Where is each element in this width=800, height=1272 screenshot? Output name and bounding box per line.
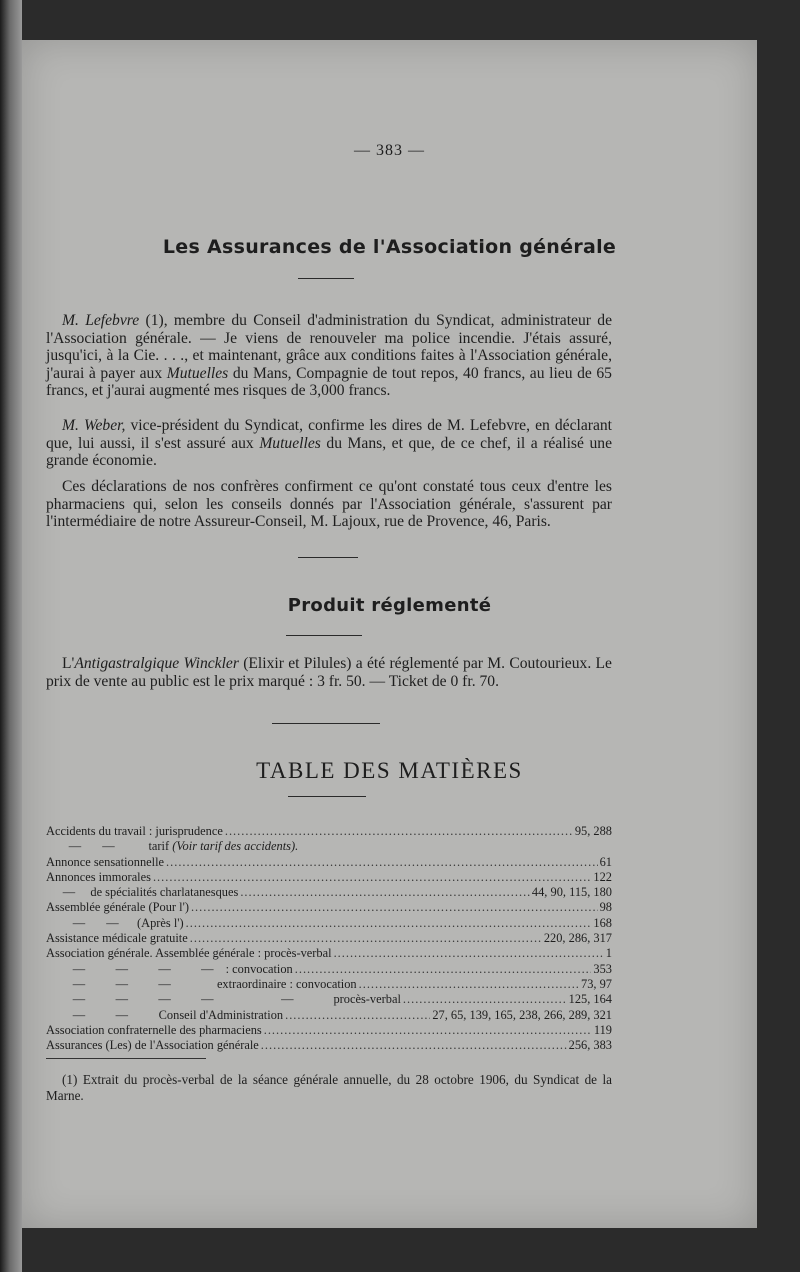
leader-dots: [166, 855, 598, 870]
toc-pages: 73, 97: [581, 976, 612, 991]
toc-label: — — — extraordinaire : convocation: [72, 976, 357, 991]
leader-dots: [403, 992, 567, 1007]
toc-label: Assemblée générale (Pour l'): [46, 900, 189, 915]
toc-label-text: extraordinaire : convocation: [216, 976, 357, 991]
speaker-name: M. Lefebvre: [62, 312, 140, 329]
page-number: — 383 —: [354, 142, 425, 159]
toc-label: Association confraternelle des pharmaciens: [46, 1022, 262, 1037]
toc-pages: 125, 164: [568, 992, 612, 1007]
toc-entry: [46, 962, 612, 977]
toc-label: — — — — : convocation: [72, 961, 293, 976]
leader-dots: [240, 885, 530, 900]
leader-dots: [334, 946, 604, 961]
toc-label: Annonce sensationnelle: [46, 854, 165, 869]
section-title-produit: Produit réglementé: [287, 595, 492, 616]
paragraph-weber: [46, 417, 612, 470]
toc-note: (Voir tarif des accidents).: [172, 839, 299, 854]
toc-pages: 119: [593, 1022, 612, 1037]
title-rule: [286, 635, 362, 636]
leader-dots: [191, 900, 598, 915]
toc-entry: [46, 977, 612, 992]
book-spine-edge: [0, 0, 22, 1272]
leader-dots: [186, 916, 592, 931]
toc-entry: [46, 870, 612, 885]
toc-label: — de spécialités charlatanesques: [62, 885, 239, 900]
toc-pages: 95, 288: [574, 824, 612, 838]
toc-pages: 256, 383: [568, 1038, 612, 1053]
toc-entry: [46, 1038, 612, 1053]
paragraph-produit: [46, 655, 612, 690]
toc-pages: 27, 65, 139, 165, 238, 266, 289, 321: [432, 1007, 612, 1022]
toc-label-text: procès-verbal: [333, 992, 401, 1007]
leader-dots: [285, 1008, 430, 1023]
toc-entry: [46, 855, 612, 870]
leader-dots: [264, 1023, 592, 1038]
title-rule: [288, 796, 366, 797]
product-name: Antigastralgique Winckler: [74, 655, 239, 672]
toc-label: Assurances (Les) de l'Association générale: [46, 1038, 259, 1053]
toc-label: Accidents du travail : jurisprudence: [46, 824, 223, 838]
toc-label-text: Conseil d'Administration: [158, 1007, 284, 1022]
toc-label: — — — — — procès-verbal: [72, 992, 401, 1007]
toc-label: — — Conseil d'Administration: [72, 1007, 284, 1022]
toc-pages: 61: [599, 854, 612, 869]
toc-label: — — tarif (Voir tarif des accidents).: [68, 839, 299, 854]
toc-entry: [46, 885, 612, 900]
footnote: (1) Extrait du procès-verbal de la séance générale annuelle, du 28 octobre 1906, du Syndicat de la Marne.: [46, 1072, 612, 1103]
toc-label: — — (Après l'): [72, 915, 184, 930]
paragraph-lefebvre: [46, 312, 612, 400]
toc-pages: 168: [593, 915, 612, 930]
title-rule: [298, 278, 354, 279]
toc-entry: [46, 916, 612, 931]
toc-pages: 1: [605, 946, 612, 961]
speaker-name: M. Weber,: [62, 417, 126, 434]
leader-dots: [261, 1038, 567, 1053]
toc-entry: [46, 946, 612, 961]
document-page: [22, 40, 757, 1228]
section-title-assurances: Les Assurances de l'Association générale: [162, 236, 617, 258]
toc-pages: 353: [593, 961, 612, 976]
toc-pages: 220, 286, 317: [543, 931, 612, 946]
toc-label: Annonces immorales: [46, 869, 151, 884]
leader-dots: [190, 931, 542, 946]
leader-dots: [359, 977, 579, 992]
paragraph-text: (Elixir et Pilules) a été réglementé par M. Coutourieux. Le prix de vente au public est le prix marqué : 3 fr. 50. — Ticket de 0 fr. 70.: [46, 655, 612, 690]
leader-dots: [153, 870, 591, 885]
toc-label-text: tarif: [148, 839, 170, 854]
leader-dots: [295, 962, 592, 977]
emphasis-text: Mutuelles: [259, 434, 321, 452]
emphasis-text: Mutuelles: [166, 364, 229, 382]
toc-title: TABLE DES MATIÈRES: [256, 758, 523, 783]
paragraph-text: du Mans, Compagnie de tout repos, 40 francs, au lieu de 65 francs, et j'aurai augmenté mes risques de 3,000 francs.: [46, 364, 612, 400]
toc-label-text: (Après l'): [137, 915, 184, 930]
toc-list: [46, 824, 612, 1053]
paragraph-declarations: Ces déclarations de nos confrères confirment ce qu'ont constaté tous ceux d'entre les pharmaciens qui, selon les conseils donnés par l'Association générale, s'assurent par l'intermédiaire de notre Assureur-Conseil, M. Lajoux, rue de Provence, 46, Paris.: [46, 478, 612, 531]
footnote-rule: [46, 1058, 206, 1059]
section-divider: [298, 557, 358, 558]
toc-label-text: : convocation: [225, 961, 293, 976]
leader-dots: [225, 824, 573, 839]
toc-pages: 98: [599, 900, 612, 915]
toc-entry: [46, 824, 612, 839]
toc-entry: [46, 839, 612, 854]
toc-entry: [46, 900, 612, 915]
paragraph-text: (1), membre du Conseil d'administration du Syndicat, administrateur de l'Association générale. — Je viens de renouveler ma police incendie. J'étais assuré, jusqu'ici, à la Cie. . . ., et maintenant, grâce aux conditions faites à l'Association générale, j'aurai à payer aux: [46, 312, 613, 382]
toc-pages: 122: [593, 869, 612, 884]
paragraph-text: L': [62, 655, 75, 672]
toc-label: Association générale. Assemblée générale : procès-verbal: [46, 946, 332, 961]
toc-entry: [46, 992, 612, 1007]
toc-entry: [46, 1023, 612, 1038]
toc-label-text: de spécialités charlatanesques: [90, 885, 239, 900]
toc-entry: [46, 1008, 612, 1023]
toc-pages: 44, 90, 115, 180: [531, 885, 612, 900]
paragraph-text: vice-président du Syndicat, confirme les dires de M. Lefebvre, en déclarant que, lui aussi, il s'est assuré aux: [46, 417, 612, 452]
paragraph-text: du Mans, et que, de ce chef, il a réalisé une grande économie.: [46, 434, 612, 470]
section-divider: [272, 723, 380, 724]
toc-label: Assistance médicale gratuite: [46, 931, 188, 946]
toc-entry: [46, 931, 612, 946]
